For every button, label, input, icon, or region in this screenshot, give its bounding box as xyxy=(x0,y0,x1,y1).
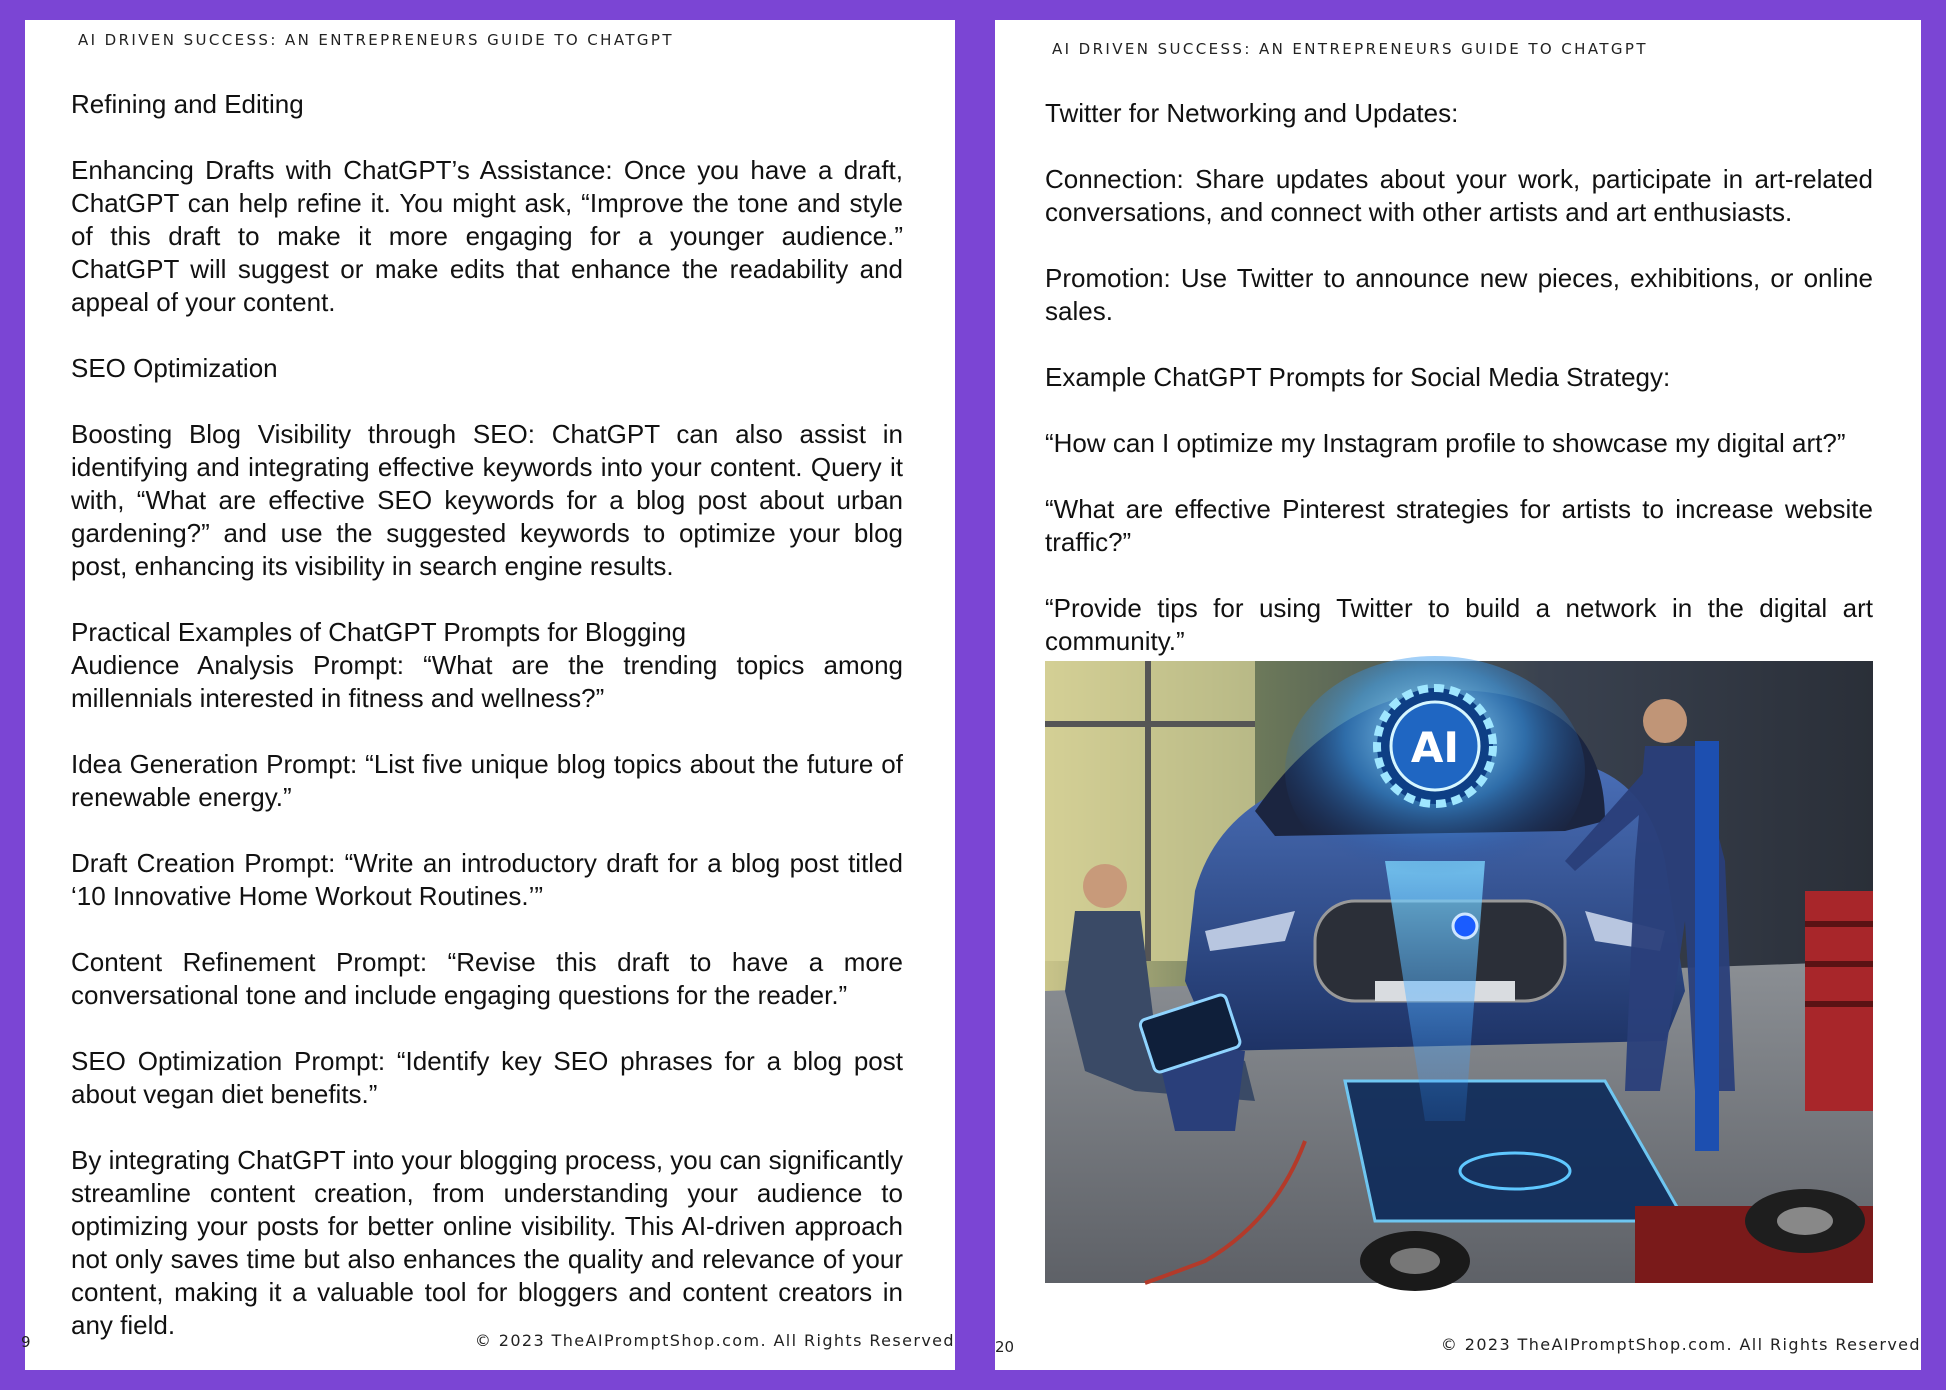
prompt-audience-analysis: Audience Analysis Prompt: “What are the trending topics among millennials interested in fitness and wellness?” xyxy=(71,650,903,713)
ai-car-diagnostics-illustration xyxy=(1045,661,1873,1283)
paragraph-promotion: Promotion: Use Twitter to announce new pieces, exhibitions, or online sales. xyxy=(1045,263,1873,326)
section-heading-example-prompts: Example ChatGPT Prompts for Social Media Strategy: xyxy=(1045,362,1671,392)
section-heading-practical-examples: Practical Examples of ChatGPT Prompts for Blogging xyxy=(71,617,687,647)
prompt-seo-optimization: SEO Optimization Prompt: “Identify key SEO phrases for a blog post about vegan diet benefits.” xyxy=(71,1046,903,1109)
paragraph-enhancing-drafts: Enhancing Drafts with ChatGPT’s Assistance: Once you have a draft, ChatGPT can help refine it. You might ask, “Improve the tone and style of this draft to make it more engaging for a younger audience.” ChatGPT will suggest or make edits that enhance the readability and appeal of your content. xyxy=(71,155,903,317)
footer-copyright-left: © 2023 TheAIPromptShop.com. All Rights Reserved xyxy=(474,1331,955,1350)
prompt-twitter: “Provide tips for using Twitter to build a network in the digital art community.” xyxy=(1045,593,1873,656)
paragraph-boosting-seo: Boosting Blog Visibility through SEO: ChatGPT can also assist in identifying and integrating effective keywords into your content. Query it with, “What are effective SEO keywords for a blog post about urban gardening?” and use the suggested keywords to optimize your blog post, enhancing its visibility in search engine results. xyxy=(71,419,903,581)
paragraph-conclusion: By integrating ChatGPT into your blogging process, you can significantly streamline content creation, from understanding your audience to optimizing your posts for better online visibility. This AI-driven approach not only saves time but also enhances the quality and relevance of your content, making it a valuable tool for bloggers and content creators in any field. xyxy=(71,1145,903,1340)
footer-copyright-right: © 2023 TheAIPromptShop.com. All Rights Reserved xyxy=(1440,1335,1921,1354)
left-page-body xyxy=(71,88,903,1375)
section-heading-twitter: Twitter for Networking and Updates: xyxy=(1045,98,1459,128)
right-page xyxy=(995,20,1921,1370)
section-heading-seo: SEO Optimization xyxy=(71,353,278,383)
prompt-idea-generation: Idea Generation Prompt: “List five unique blog topics about the future of renewable energy.” xyxy=(71,749,903,812)
lift-post xyxy=(1695,741,1719,1151)
page-number-left: 9 xyxy=(21,1333,31,1351)
section-heading-refining: Refining and Editing xyxy=(71,89,304,119)
paragraph-connection: Connection: Share updates about your work, participate in art-related conversations, and connect with other artists and art enthusiasts. xyxy=(1045,164,1873,227)
running-header-right: AI DRIVEN SUCCESS: AN ENTREPRENEURS GUIDE TO CHATGPT xyxy=(1052,40,1648,58)
page-number-right: 20 xyxy=(995,1338,1015,1356)
left-page xyxy=(21,20,955,1370)
prompt-pinterest: “What are effective Pinterest strategies for artists to increase website traffic?” xyxy=(1045,494,1873,557)
prompt-draft-creation: Draft Creation Prompt: “Write an introductory draft for a blog post titled ‘10 Innovative Home Workout Routines.’” xyxy=(71,848,903,911)
right-page-body xyxy=(1045,97,1873,691)
prompt-content-refinement: Content Refinement Prompt: “Revise this draft to have a more conversational tone and include engaging questions for the reader.” xyxy=(71,947,903,1010)
prompt-instagram: “How can I optimize my Instagram profile to showcase my digital art?” xyxy=(1045,428,1846,458)
ai-badge-label: AI xyxy=(1410,723,1460,772)
running-header-left: AI DRIVEN SUCCESS: AN ENTREPRENEURS GUIDE TO CHATGPT xyxy=(78,31,674,49)
